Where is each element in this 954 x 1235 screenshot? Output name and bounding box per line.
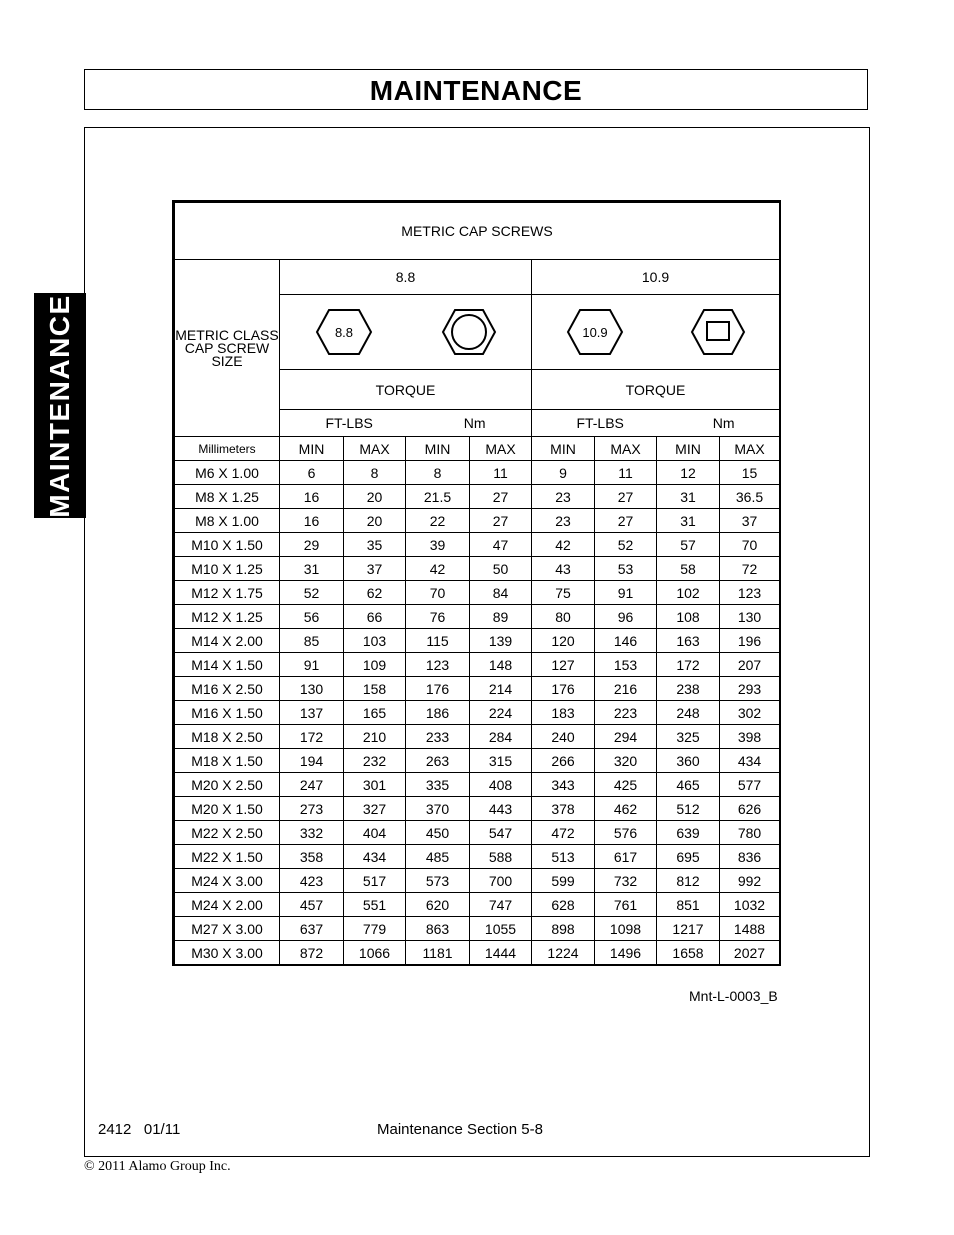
torque-value-cell: 27 [595, 509, 657, 533]
torque-value-cell: 425 [595, 773, 657, 797]
torque-value-cell: 398 [720, 725, 780, 749]
torque-value-cell: 37 [344, 557, 406, 581]
screw-size-cell: M12 X 1.25 [175, 605, 280, 629]
screw-size-cell: M8 X 1.25 [175, 485, 280, 509]
screw-size-cell: M10 X 1.50 [175, 533, 280, 557]
torque-value-cell: 31 [657, 485, 720, 509]
torque-value-cell: 695 [657, 845, 720, 869]
table-row [175, 797, 780, 821]
column-header: MAX [720, 437, 780, 461]
size-label-line: CAP SCREW [184, 339, 270, 356]
torque-value-cell: 404 [344, 821, 406, 845]
torque-value-cell: 872 [280, 941, 344, 965]
torque-value-cell: 273 [280, 797, 344, 821]
torque-value-cell: 325 [657, 725, 720, 749]
torque-value-cell: 137 [280, 701, 344, 725]
torque-value-cell: 11 [470, 461, 532, 485]
torque-value-cell: 23 [532, 485, 595, 509]
torque-value-cell: 12 [657, 461, 720, 485]
torque-value-cell: 214 [470, 677, 532, 701]
document-number: 2412 01/11 [98, 1121, 181, 1138]
size-label-line: SIZE [211, 352, 243, 369]
screw-size-cell: M12 X 1.75 [175, 581, 280, 605]
screw-size-cell: M14 X 2.00 [175, 629, 280, 653]
torque-value-cell: 37 [720, 509, 780, 533]
torque-value-cell: 320 [595, 749, 657, 773]
torque-value-cell: 148 [470, 653, 532, 677]
torque-value-cell: 47 [470, 533, 532, 557]
torque-value-cell: 76 [406, 605, 470, 629]
torque-value-cell: 1488 [720, 917, 780, 941]
torque-value-cell: 50 [470, 557, 532, 581]
page-header [84, 69, 868, 110]
table-row [175, 629, 780, 653]
torque-value-cell: 130 [720, 605, 780, 629]
torque-value-cell: 315 [470, 749, 532, 773]
torque-value-cell: 123 [720, 581, 780, 605]
torque-value-cell: 599 [532, 869, 595, 893]
torque-value-cell: 512 [657, 797, 720, 821]
torque-value-cell: 1496 [595, 941, 657, 965]
torque-value-cell: 327 [344, 797, 406, 821]
table-row [175, 701, 780, 725]
table-row [175, 677, 780, 701]
table-row [175, 605, 780, 629]
column-header-row [175, 437, 780, 461]
screw-size-cell: M24 X 2.00 [175, 893, 280, 917]
screw-size-cell: M20 X 1.50 [175, 797, 280, 821]
torque-value-cell: 52 [595, 533, 657, 557]
torque-value-cell: 96 [595, 605, 657, 629]
torque-value-cell: 378 [532, 797, 595, 821]
torque-value-cell: 62 [344, 581, 406, 605]
torque-value-cell: 21.5 [406, 485, 470, 509]
screw-size-cell: M22 X 2.50 [175, 821, 280, 845]
torque-value-cell: 27 [470, 509, 532, 533]
torque-value-cell: 836 [720, 845, 780, 869]
torque-value-cell: 898 [532, 917, 595, 941]
screw-size-cell: M16 X 2.50 [175, 677, 280, 701]
torque-value-cell: 247 [280, 773, 344, 797]
torque-value-cell: 27 [470, 485, 532, 509]
table-title: METRIC CAP SCREWS [175, 203, 780, 260]
torque-value-cell: 91 [595, 581, 657, 605]
torque-value-cell: 163 [657, 629, 720, 653]
torque-value-cell: 434 [344, 845, 406, 869]
torque-value-cell: 53 [595, 557, 657, 581]
torque-value-cell: 158 [344, 677, 406, 701]
screw-size-cell: M24 X 3.00 [175, 869, 280, 893]
torque-value-cell: 434 [720, 749, 780, 773]
column-header: MAX [344, 437, 406, 461]
torque-value-cell: 186 [406, 701, 470, 725]
section-side-tab [34, 293, 86, 518]
torque-value-cell: 761 [595, 893, 657, 917]
torque-value-cell: 35 [344, 533, 406, 557]
torque-value-cell: 1055 [470, 917, 532, 941]
copyright-notice: © 2011 Alamo Group Inc. [84, 1159, 231, 1174]
torque-value-cell: 91 [280, 653, 344, 677]
torque-value-cell: 9 [532, 461, 595, 485]
unit-ft-lbs: FT-LBS [576, 415, 624, 431]
torque-value-cell: 57 [657, 533, 720, 557]
torque-value-cell: 863 [406, 917, 470, 941]
torque-value-cell: 343 [532, 773, 595, 797]
table-row [175, 941, 780, 965]
torque-value-cell: 626 [720, 797, 780, 821]
torque-value-cell: 43 [532, 557, 595, 581]
torque-value-cell: 450 [406, 821, 470, 845]
class-8-8-label: 8.8 [280, 260, 532, 295]
torque-value-cell: 20 [344, 509, 406, 533]
torque-value-cell: 2027 [720, 941, 780, 965]
torque-value-cell: 233 [406, 725, 470, 749]
torque-value-cell: 284 [470, 725, 532, 749]
torque-value-cell: 700 [470, 869, 532, 893]
screw-size-cell: M22 X 1.50 [175, 845, 280, 869]
table-row [175, 557, 780, 581]
torque-value-cell: 301 [344, 773, 406, 797]
torque-value-cell: 42 [532, 533, 595, 557]
head-marking-text: 10.9 [582, 325, 608, 340]
class-10-9-torque-label: TORQUE [532, 370, 780, 410]
torque-value-cell: 780 [720, 821, 780, 845]
column-header-millimeters: Millimeters [175, 437, 280, 461]
table-row [175, 917, 780, 941]
torque-value-cell: 551 [344, 893, 406, 917]
torque-value-cell: 146 [595, 629, 657, 653]
torque-value-cell: 11 [595, 461, 657, 485]
torque-value-cell: 127 [532, 653, 595, 677]
torque-value-cell: 196 [720, 629, 780, 653]
torque-value-cell: 70 [720, 533, 780, 557]
torque-value-cell: 232 [344, 749, 406, 773]
table-row [175, 581, 780, 605]
torque-value-cell: 465 [657, 773, 720, 797]
torque-value-cell: 72 [720, 557, 780, 581]
torque-value-cell: 408 [470, 773, 532, 797]
torque-value-cell: 8 [406, 461, 470, 485]
table-row [175, 821, 780, 845]
torque-value-cell: 210 [344, 725, 406, 749]
torque-value-cell: 573 [406, 869, 470, 893]
torque-value-cell: 36.5 [720, 485, 780, 509]
torque-value-cell: 577 [720, 773, 780, 797]
hex-socket-square-icon [690, 307, 746, 357]
torque-value-cell: 547 [470, 821, 532, 845]
hex-head-8-8-icon [314, 306, 374, 358]
torque-value-cell: 194 [280, 749, 344, 773]
torque-value-cell: 443 [470, 797, 532, 821]
torque-value-cell: 115 [406, 629, 470, 653]
torque-value-cell: 80 [532, 605, 595, 629]
page-title: MAINTENANCE [369, 75, 583, 106]
column-header: MIN [657, 437, 720, 461]
torque-value-cell: 423 [280, 869, 344, 893]
torque-value-cell: 22 [406, 509, 470, 533]
screw-size-cell: M18 X 1.50 [175, 749, 280, 773]
class-8-8-units [280, 410, 532, 437]
table-row [175, 773, 780, 797]
torque-value-cell: 360 [657, 749, 720, 773]
torque-value-cell: 370 [406, 797, 470, 821]
torque-value-cell: 39 [406, 533, 470, 557]
torque-value-cell: 165 [344, 701, 406, 725]
column-header: MAX [470, 437, 532, 461]
torque-value-cell: 139 [470, 629, 532, 653]
torque-value-cell: 20 [344, 485, 406, 509]
screw-size-cell: M18 X 2.50 [175, 725, 280, 749]
torque-value-cell: 1066 [344, 941, 406, 965]
torque-value-cell: 747 [470, 893, 532, 917]
screw-size-cell: M6 X 1.00 [175, 461, 280, 485]
torque-value-cell: 1217 [657, 917, 720, 941]
torque-value-cell: 75 [532, 581, 595, 605]
torque-value-cell: 224 [470, 701, 532, 725]
hex-head-10-9-icon [565, 306, 625, 358]
torque-value-cell: 52 [280, 581, 344, 605]
torque-value-cell: 992 [720, 869, 780, 893]
table-row [175, 893, 780, 917]
torque-value-cell: 576 [595, 821, 657, 845]
torque-value-cell: 1098 [595, 917, 657, 941]
torque-value-cell: 16 [280, 509, 344, 533]
torque-value-cell: 183 [532, 701, 595, 725]
torque-value-cell: 6 [280, 461, 344, 485]
torque-value-cell: 56 [280, 605, 344, 629]
torque-value-cell: 620 [406, 893, 470, 917]
torque-value-cell: 153 [595, 653, 657, 677]
torque-value-cell: 513 [532, 845, 595, 869]
torque-value-cell: 120 [532, 629, 595, 653]
torque-value-cell: 238 [657, 677, 720, 701]
table-row [175, 749, 780, 773]
torque-value-cell: 207 [720, 653, 780, 677]
torque-value-cell: 42 [406, 557, 470, 581]
screw-size-cell: M14 X 1.50 [175, 653, 280, 677]
head-marking-text: 8.8 [334, 325, 353, 340]
torque-value-cell: 31 [280, 557, 344, 581]
table-row [175, 533, 780, 557]
torque-value-cell: 1658 [657, 941, 720, 965]
torque-value-cell: 31 [657, 509, 720, 533]
screw-size-cell: M20 X 2.50 [175, 773, 280, 797]
table-row [175, 869, 780, 893]
torque-value-cell: 472 [532, 821, 595, 845]
torque-value-cell: 358 [280, 845, 344, 869]
torque-value-cell: 66 [344, 605, 406, 629]
torque-value-cell: 102 [657, 581, 720, 605]
torque-value-cell: 812 [657, 869, 720, 893]
table-row [175, 725, 780, 749]
class-10-9-icons [532, 295, 780, 370]
table-row [175, 509, 780, 533]
torque-value-cell: 89 [470, 605, 532, 629]
column-header: MIN [406, 437, 470, 461]
torque-value-cell: 335 [406, 773, 470, 797]
class-8-8-torque-label: TORQUE [280, 370, 532, 410]
torque-value-cell: 637 [280, 917, 344, 941]
torque-value-cell: 29 [280, 533, 344, 557]
unit-nm: Nm [463, 415, 486, 431]
torque-value-cell: 588 [470, 845, 532, 869]
column-header: MAX [595, 437, 657, 461]
torque-value-cell: 628 [532, 893, 595, 917]
screw-size-cell: M16 X 1.50 [175, 701, 280, 725]
side-tab-label: MAINTENANCE [44, 293, 75, 518]
torque-value-cell: 223 [595, 701, 657, 725]
torque-value-cell: 27 [595, 485, 657, 509]
torque-value-cell: 462 [595, 797, 657, 821]
unit-ft-lbs: FT-LBS [325, 415, 373, 431]
torque-value-cell: 617 [595, 845, 657, 869]
unit-nm: Nm [712, 415, 735, 431]
torque-value-cell: 108 [657, 605, 720, 629]
torque-value-cell: 8 [344, 461, 406, 485]
torque-value-cell: 293 [720, 677, 780, 701]
screw-size-cell: M8 X 1.00 [175, 509, 280, 533]
torque-value-cell: 176 [406, 677, 470, 701]
screw-size-cell: M10 X 1.25 [175, 557, 280, 581]
torque-value-cell: 485 [406, 845, 470, 869]
torque-value-cell: 517 [344, 869, 406, 893]
torque-value-cell: 123 [406, 653, 470, 677]
hex-socket-round-icon [441, 307, 497, 357]
torque-value-cell: 457 [280, 893, 344, 917]
torque-value-cell: 85 [280, 629, 344, 653]
class-8-8-icons [280, 295, 532, 370]
torque-value-cell: 1444 [470, 941, 532, 965]
size-label-cell [175, 260, 280, 437]
torque-value-cell: 1181 [406, 941, 470, 965]
metric-cap-screws-table [172, 200, 781, 966]
torque-value-cell: 70 [406, 581, 470, 605]
torque-value-cell: 851 [657, 893, 720, 917]
torque-value-cell: 1224 [532, 941, 595, 965]
torque-value-cell: 263 [406, 749, 470, 773]
torque-value-cell: 332 [280, 821, 344, 845]
class-10-9-units [532, 410, 780, 437]
torque-value-cell: 109 [344, 653, 406, 677]
section-label: Maintenance Section 5-8 [377, 1121, 543, 1138]
torque-value-cell: 130 [280, 677, 344, 701]
torque-value-cell: 732 [595, 869, 657, 893]
size-label-line: METRIC CLASS [175, 326, 279, 343]
screw-size-cell: M27 X 3.00 [175, 917, 280, 941]
class-10-9-label: 10.9 [532, 260, 780, 295]
torque-value-cell: 23 [532, 509, 595, 533]
torque-value-cell: 16 [280, 485, 344, 509]
torque-value-cell: 216 [595, 677, 657, 701]
torque-value-cell: 84 [470, 581, 532, 605]
torque-value-cell: 248 [657, 701, 720, 725]
column-header: MIN [280, 437, 344, 461]
table-row [175, 485, 780, 509]
torque-value-cell: 1032 [720, 893, 780, 917]
reference-code: Mnt-L-0003_B [689, 988, 778, 1004]
table-row [175, 461, 780, 485]
column-header: MIN [532, 437, 595, 461]
table-row [175, 845, 780, 869]
torque-value-cell: 240 [532, 725, 595, 749]
torque-value-cell: 58 [657, 557, 720, 581]
torque-value-cell: 266 [532, 749, 595, 773]
screw-size-cell: M30 X 3.00 [175, 941, 280, 965]
torque-value-cell: 302 [720, 701, 780, 725]
torque-value-cell: 15 [720, 461, 780, 485]
torque-value-cell: 176 [532, 677, 595, 701]
torque-value-cell: 103 [344, 629, 406, 653]
torque-value-cell: 639 [657, 821, 720, 845]
torque-value-cell: 294 [595, 725, 657, 749]
torque-value-cell: 779 [344, 917, 406, 941]
torque-value-cell: 172 [657, 653, 720, 677]
torque-value-cell: 172 [280, 725, 344, 749]
table-row [175, 653, 780, 677]
